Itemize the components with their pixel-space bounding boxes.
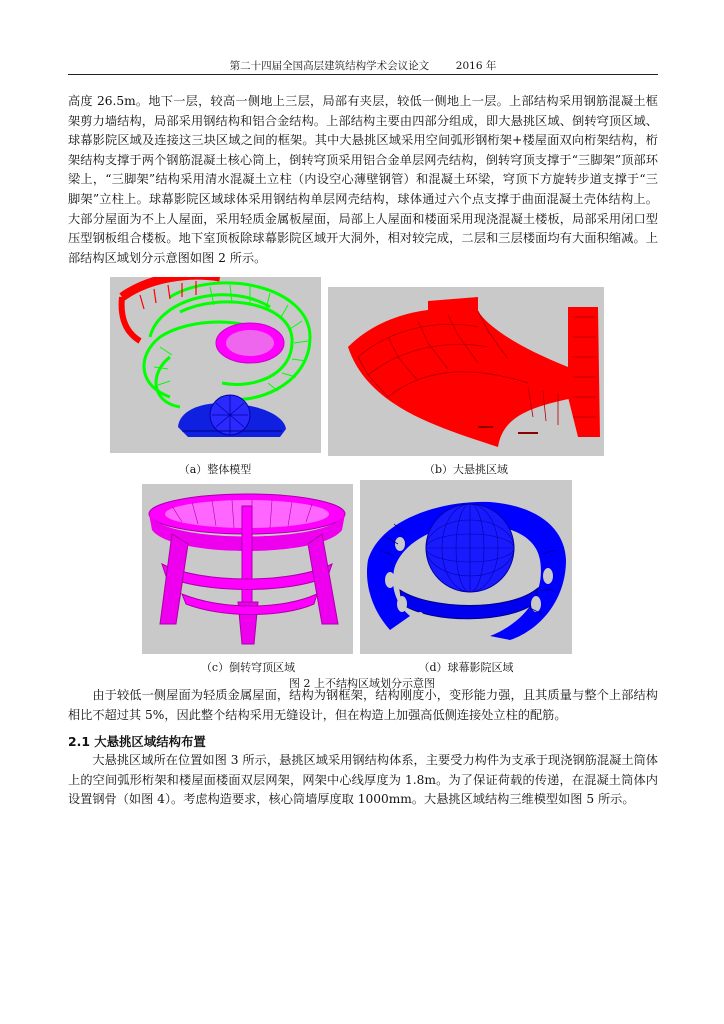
inverted-dome-model-image	[142, 484, 353, 654]
body-paragraph-3: 大悬挑区域所在位置如图 3 所示，悬挑区域采用钢结构体系，主要受力构件为支承于现浇钢筋混凝土筒体上的空间弧形桁架和楼屋面楼面双层网架，网架中心线厚度为 1.8m。为了保证荷载的传递，在混凝土筒体内设置钢骨（如图 4）。考虑构造要求，核心筒墙厚度取 1000mm。大悬挑区域结构三维模型如图 5 所示。	[68, 753, 658, 807]
sphere-cinema-model-image	[360, 480, 572, 654]
header-rule	[68, 74, 658, 75]
overall-model-image	[110, 277, 321, 453]
body-paragraph-1: 高度 26.5m。地下一层，较高一侧地上三层，局部有夹层，较低一侧地上一层。上部结构采用钢筋混凝土框架剪力墙结构，局部采用钢结构和铝合金结构。上部结构主要由四部分组成，即大悬挑区域、倒转穹顶区域、球幕影院区域及连接这三块区域之间的框架。其中大悬挑区域采用空间弧形钢桁架+楼屋面双向桁架结构，桁架结构支撑于两个钢筋混凝土核心筒上，倒转穹顶采用铝合金单层网壳结构，倒转穹顶支撑于“三脚架”顶部环梁上，“三脚架”结构采用清水混凝土立柱（内设空心薄壁钢管）和混凝土环梁，穹顶下方旋转步道支撑于“三脚架”立柱上。球幕影院区域球体采用钢结构单层网壳结构，球体通过六个点支撑于曲面混凝土壳体结构上。大部分屋面为不上人屋面，采用轻质金属板屋面，局部上人屋面和楼面采用现浇混凝土楼板，局部采用闭口型压型钢板组合楼板。地下室顶板除球幕影院区域开大洞外，相对较完成，二层和三层楼面均有大面积缩减。上部结构区域划分示意图如图 2 所示。	[68, 94, 658, 265]
running-header: 第二十四届全国高层建筑结构学术会议论文 2016 年	[229, 60, 497, 72]
caption-b: （b）大悬挑区域	[423, 463, 509, 476]
figure-panel-sphere-cinema	[360, 480, 572, 654]
figure-panel-overall-model	[110, 277, 321, 453]
caption-a: （a）整体模型	[178, 463, 252, 476]
figure-title: 图 2 上不结构区域划分示意图	[289, 677, 435, 690]
figure-panel-cantilever	[328, 287, 604, 456]
caption-c: （c）倒转穹顶区域	[200, 661, 296, 674]
cantilever-model-image	[328, 287, 604, 456]
figure-panel-inverted-dome	[142, 484, 353, 654]
section-heading: 2.1 大悬挑区域结构布置	[68, 734, 206, 749]
caption-d: （d）球幕影院区域	[418, 661, 514, 674]
body-paragraph-2: 由于较低一侧屋面为轻质金属屋面，结构为钢框架，结构刚度小，变形能力强，且其质量与整个上部结构相比不超过其 5%，因此整个结构采用无缝设计，但在构造上加强高低侧连接处立柱的配筋。	[68, 688, 658, 722]
